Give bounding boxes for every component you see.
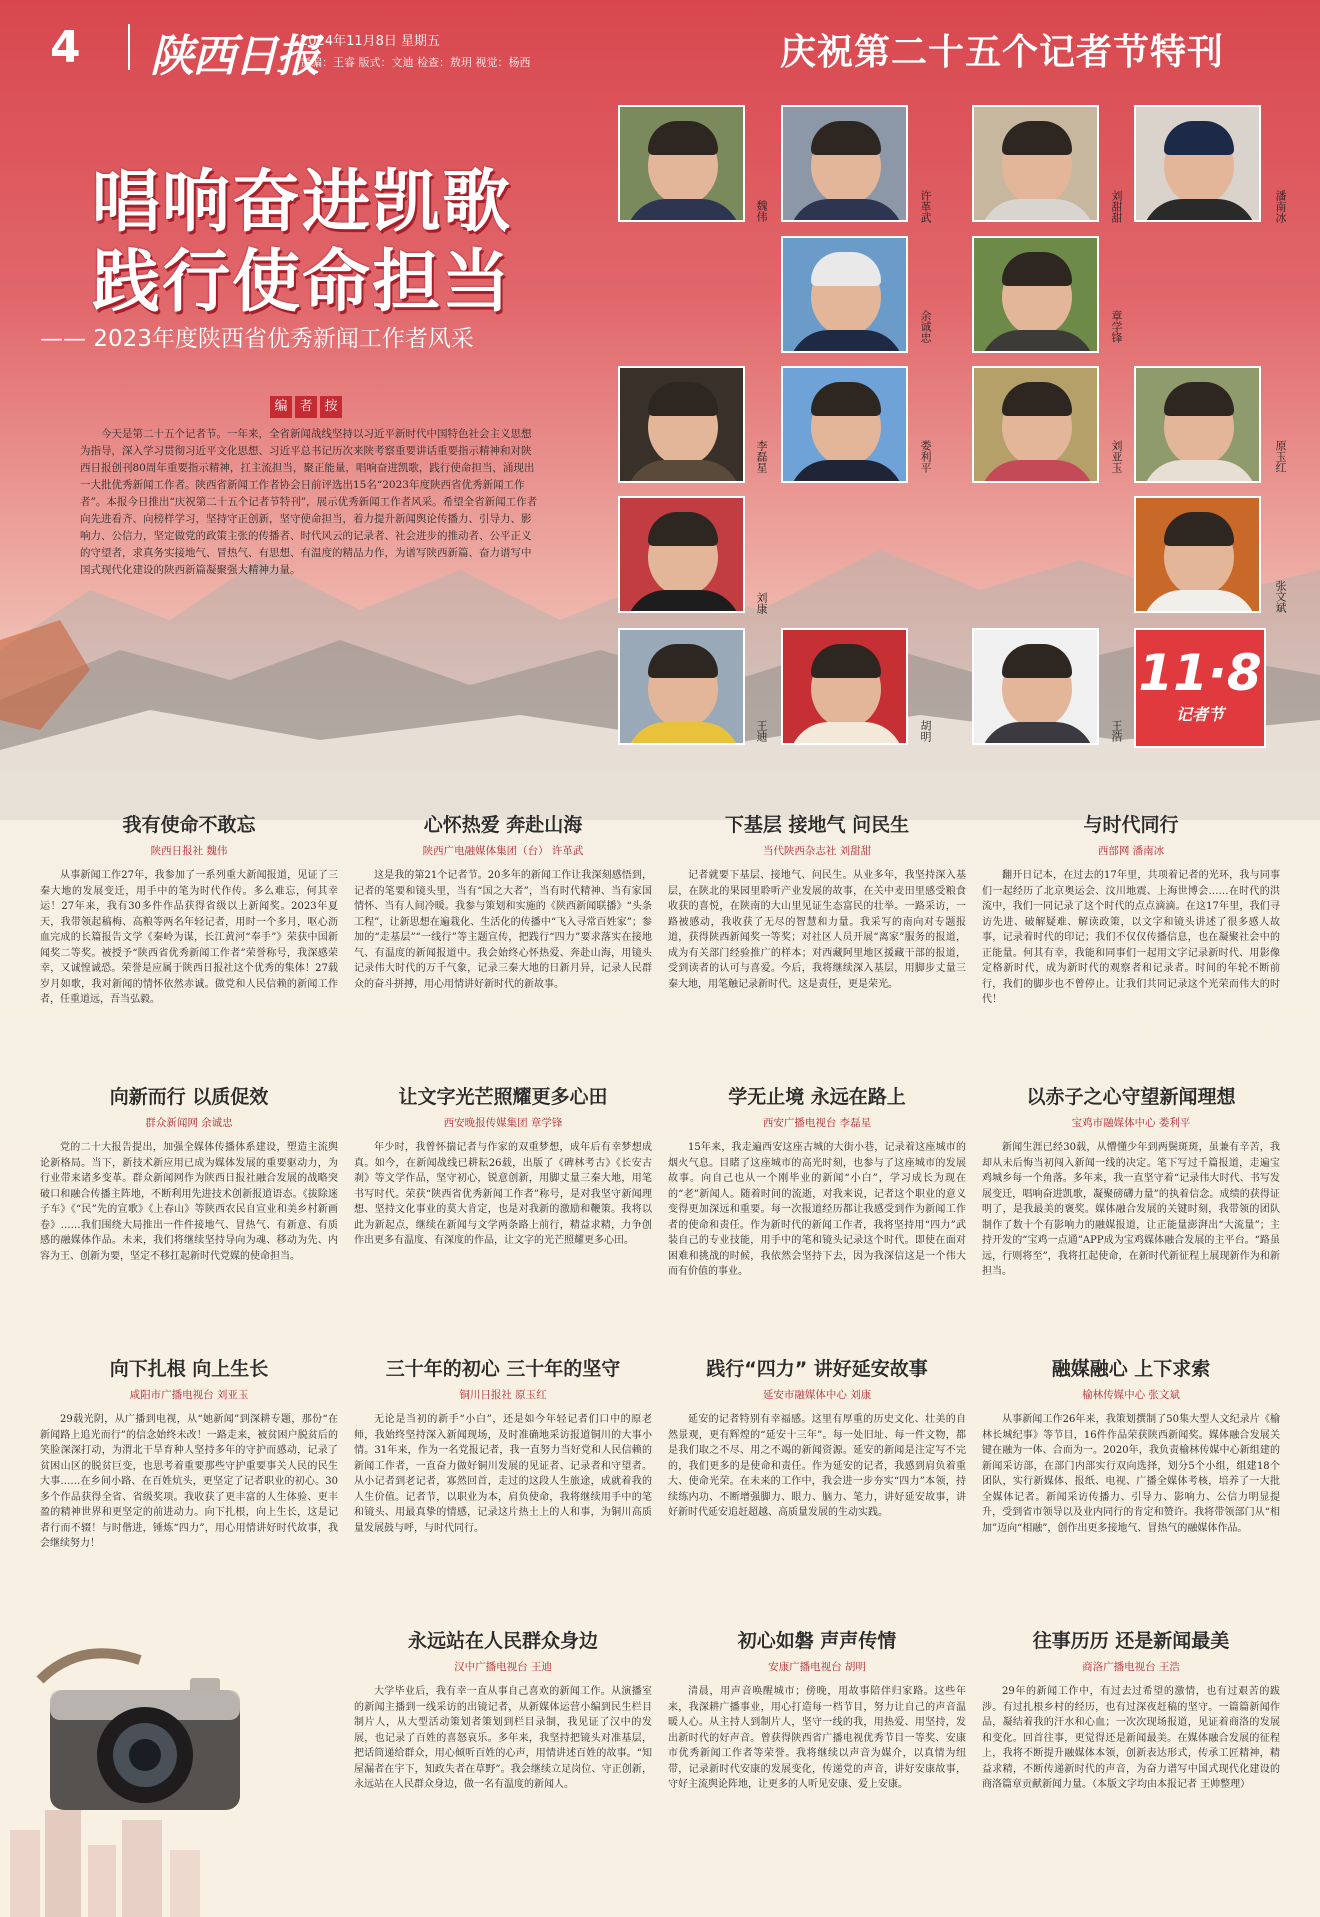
article-title: 往事历历 还是新闻最美 (1032, 1630, 1230, 1652)
article (982, 1082, 1280, 1280)
page-header (0, 0, 1320, 92)
portrait-photo (972, 105, 1099, 222)
article-body: 年少时，我曾怀揣记者与作家的双重梦想，成年后有幸梦想成真。如今，在新闻战线已耕耘26载，出版了《碑林考古》《长安古刹》等文学作品，坚守初心，锐意创新，用脚丈量三秦大地，用笔书写时代。荣获“陕西省优秀新闻工作者”称号，是对我坚守新闻理想、坚持文化事业的莫大肯定，也是对我新的激励和鞭策。我将以此为新起点，继续在新闻与文学两条路上前行，精益求精，力争创作出更多有温度、有深度的作品，让文字的光芒照耀更多心田。 (354, 1142, 652, 1246)
article (40, 1354, 338, 1552)
article-title: 融媒融心 上下求索 (1051, 1358, 1211, 1380)
article-byline: 西部网 潘南冰 (1097, 845, 1165, 857)
article-body: 记者就要下基层、接地气、问民生。从业多年，我坚持深入基层，在陕北的果园里聆听产业发展的故事，在关中麦田里感受粮食收获的喜悦，在陕南的大山里见证生态富民的壮举。一路采访，一路被感动，我收获了无尽的智慧和力量。我采写的南向对专题报道，获得陕西新闻奖一等奖；对社区人员开展“离家”服务的报道，成为有关部门经验推广的样本；对西藏阿里地区援藏干部的报道，受到读者的认可与喜爱。今后，我将继续深入基层，用脚步丈量三秦大地，用笔触记录新时代。这是责任，更是荣光。 (668, 870, 966, 990)
journalist-day-badge (1134, 628, 1266, 748)
special-issue-title: 庆祝第二十五个记者节特刊 (780, 32, 1225, 73)
badge-number: 11·8 (1138, 644, 1262, 702)
portrait-photo (781, 366, 908, 483)
article (982, 810, 1280, 1008)
editor-credits: 责编：王睿 版式：文迪 检查：敖玥 视觉：杨西 (300, 56, 531, 69)
article-byline: 咸阳市广播电视台 刘亚玉 (129, 1389, 249, 1401)
article-body: 无论是当初的新手“小白”，还是如今年轻记者们口中的原老师，我始终坚持深入新闻现场，及时准确地采访报道铜川的大事小情。31年来，作为一名党报记者，我一直努力当好党和人民信赖的新闻工作者，一直奋力做好铜川发展的见证者、记录者和守望者。从小记者到老记者，寡然回首，走过的这段人生旅途，成就着我的人生价值。记者节，以职业为本，肩负使命，我将继续用手中的笔和镜头、用最真挚的情感，记录这片热土上的人和事，为铜川高质量发展鼓与呼，与时代同行。 (354, 1414, 652, 1534)
article-byline: 汉中广播电视台 王迪 (454, 1661, 552, 1673)
editor-note-label (270, 395, 345, 418)
portrait-name: 王浩 (1110, 720, 1123, 742)
article (40, 1082, 338, 1264)
article-byline: 西安广播电视台 李磊星 (762, 1117, 872, 1129)
article-title: 心怀热爱 奔赴山海 (423, 814, 583, 836)
article-byline: 安康广播电视台 胡明 (768, 1661, 866, 1673)
article-byline: 陕西广电融媒体集团（台） 许革武 (422, 845, 584, 857)
article-title: 永远站在人民群众身边 (407, 1630, 598, 1652)
article-body: 这是我的第21个记者节。20多年的新闻工作让我深刻感悟到，记者的笔要和镜头里，当有“国之大者”，当有时代精神、当有家国情怀、当有人间冷暖。我参与策划和实施的《陕西新闻联播》“头条工程”，让新思想在遍栽化、生活化的传播中“飞入寻常百姓家”；参加的“走基层”“一线行”等主题宣传，把践行“四力”要求落实在接地气、有温度的新闻报道中。我会始终心怀热爱、奔赴山海，用镜头记录伟大时代的万千气象，记录三秦大地的日新月异，记录人民群众的奋斗拼搏，用心用情讲好新时代的新故事。 (354, 870, 652, 990)
article-title: 我有使命不敢忘 (122, 814, 256, 836)
portrait-name: 刘康 (755, 592, 768, 614)
note-char: 编 (270, 396, 292, 418)
article-body: 15年来，我走遍西安这座古城的大街小巷，记录着这座城市的烟火气息。目睹了这座城市的高光时刻，也参与了这座城市的发展故事。向自己也从一个刚毕业的新闻“小白”，学习成长为现在的“老”新闻人。随着时间的流逝，对我来说，记者这个职业的意义变得更加深远和重要。每一次报道经历都让我感受到作为新闻工作者的使命和责任。作为新时代的新闻工作者，我将坚持用“四力”武装自己的专业技能，用手中的笔和镜头记录这个时代。即使在面对困难和挑战的时候，我依然会坚持下去，因为我深信这是一个伟大而有价值的事业。 (668, 1142, 966, 1277)
article-byline: 当代陕西杂志社 刘甜甜 (762, 845, 872, 857)
badge-label: 记者节 (1175, 705, 1224, 724)
article (40, 810, 338, 1008)
article-body: 清晨，用声音唤醒城市；傍晚，用故事陪伴归家路。这些年来，我深耕广播事业，用心打造每一档节目，努力让自己的声音温暖人心。从主持人到制片人，坚守一线的我，用热爱、用坚持，发出新时代的好声音。曾获得陕西省广播电视优秀节目一等奖、安康市优秀新闻工作者等荣誉。我将继续以声音为媒介，以真情为纽带，记录新时代安康的发展变化，传递党的声音，讲好安康故事，守好主流舆论阵地，让更多的人听见安康、爱上安康。 (668, 1686, 966, 1790)
portrait-name: 李磊星 (755, 440, 768, 473)
issue-date: 2024年11月8日 星期五 (300, 34, 441, 49)
article-title: 以赤子之心守望新闻理想 (1026, 1086, 1236, 1108)
portrait-name: 魏伟 (755, 200, 768, 222)
article-byline: 铜川日报社 原玉红 (459, 1389, 547, 1401)
article-title: 下基层 接地气 问民生 (724, 814, 910, 836)
article-title: 与时代同行 (1083, 814, 1179, 836)
article-title: 向下扎根 向上生长 (109, 1358, 269, 1380)
article-body: 党的二十大报告提出，加强全媒体传播体系建设，塑造主流舆论新格局。当下，新技术新应用已成为媒体发展的重要驱动力，为行业带来诸多变革。群众新闻网作为陕西日报社融合发展的战略突破口和融合传播主阵地，不断利用先进技术创新报道语态。《拔除迷子车》《“民”先的宣歌》《上春山》等陕西农民自宣业和美乡村新画卷》……我们围绕大局推出一件件接地气、冒热气、有新意、有质感的融媒体作品。未来，我们将继续坚持导向为魂、移动为先、内容为王、创新为要，坚定不移扛起新时代党媒的使命担当。 (40, 1142, 338, 1262)
portrait-name: 张文斌 (1274, 580, 1287, 613)
article-title: 三十年的初心 三十年的坚守 (385, 1358, 621, 1380)
headline-line-2: 践行使命担当 (92, 243, 513, 322)
portrait-name: 王迪 (755, 720, 768, 742)
header-divider (128, 24, 130, 70)
article (982, 1354, 1280, 1536)
cityscape-illustration (0, 1790, 380, 1917)
article (668, 1082, 966, 1280)
portrait-photo (781, 628, 908, 745)
article (668, 1626, 966, 1793)
article-byline: 宝鸡市融媒体中心 娄利平 (1071, 1117, 1191, 1129)
article (354, 1354, 652, 1536)
article-body: 29年的新闻工作中，有过去过希望的激情，也有过艰苦的跋涉。有过扎根乡村的经历，也有过深夜赶稿的坚守。一篇篇新闻作品，凝结着我的汗水和心血；一次次现场报道，见证着商洛的发展和变化。回首往事，更觉得还是新闻最美。在媒体融合发展的征程上，我将不断提升融媒体本领，创新表达形式，传承工匠精神，精益求精，不断传递新时代的声音，为奋力谱写中国式现代化建设的商洛篇章贡献新闻力量。（本版文字均由本报记者 王帅整理） (982, 1686, 1280, 1790)
article (354, 1082, 652, 1249)
headline-subtitle: —— 2023年度陕西省优秀新闻工作者风采 (40, 326, 474, 352)
portrait-photo (972, 366, 1099, 483)
article (354, 810, 652, 992)
article-body: 从事新闻工作27年，我参加了一系列重大新闻报道，见证了三秦大地的发展变迁，用手中的笔为时代作传。多么难忘，何其幸运！27年来，我有30多件作品获得省级以上新闻奖。2023年夏天，我带领起稿梅、高粮等两名年轻记者，用时一个多月，呕心沥血完成的长篇报告文学《秦岭为谋，长江黄河“奉手”》荣获中国新闻奖二等奖。被授予“陕西省优秀新闻工作者”荣誉称号，我深感荣幸，又诚惶诚恐。荣誉是应属于陕西日报社这个优秀的集体！27载岁月如歌，我对新闻的情怀依然赤诚。做党和人民信赖的新闻工作者，任重道远，吾当弘毅。 (40, 870, 338, 1005)
article-byline: 延安市融媒体中心 刘康 (762, 1389, 872, 1401)
article-title: 向新而行 以质促效 (109, 1086, 269, 1108)
portrait-photo (618, 628, 745, 745)
article (668, 810, 966, 992)
portrait-photo (781, 236, 908, 353)
article (668, 1354, 966, 1521)
page-number: 4 (50, 22, 81, 73)
newspaper-logo: 陕西日报 (150, 31, 318, 82)
note-char: 者 (295, 396, 317, 418)
portrait-name: 余诚忠 (919, 310, 932, 343)
portrait-photo (972, 236, 1099, 353)
article-byline: 群众新闻网 余诚忠 (145, 1117, 233, 1129)
article-body: 翻开日记本，在过去的17年里，共项着记者的光环，我与同事们一起经历了北京奥运会、汶川地震、上海世博会……在时代的洪流中，我们一同记录了这个时代的点点滴滴。在这17年里，我们寻访先进、破解疑难、解读政策，以文字和镜头讲述了很多感人故事，记录着时代的印记；我们不仅仅传播信息，也在凝聚社会中的正能量。何其有幸，我能和同事们一起用文字记录新时代、用影像定格新时代，成为新时代的观察者和记录者。时间的年轮不断前行，我们的脚步也不曾停止。让我们共同记录这个光荣而伟大的时代！ (982, 870, 1280, 1005)
article-body: 新闻生涯已经30载，从懵懂少年到两鬓斑斑，虽兼有辛苦，我却从未后悔当初闯入新闻一线的决定。笔下写过千篇报道，走遍宝鸡城乡每一个角落。多年来，我一直坚守着“记录伟大时代、书写发展变迁，唱响奋进凯歌，凝聚磅礴力量”的执着信念。成绩的获得证明了，是我最美的褒奖。媒体融合发展的关键时刻，我带领的团队制作了数十个有影响力的融媒报道，让正能量澎湃出“大流量”；主持开发的“宝鸡一点通”APP成为宝鸡媒体融合发展的主平台。“路虽远，行则将至”，我将扛起使命，在新时代新征程上展现新作为和新担当。 (982, 1142, 1280, 1277)
note-char: 按 (320, 396, 342, 418)
article-byline: 榆林传媒中心 张文斌 (1082, 1389, 1180, 1401)
portrait-name: 刘亚玉 (1110, 440, 1123, 473)
portrait-photo (972, 628, 1099, 745)
article-byline: 西安晚报传媒集团 章学锋 (443, 1117, 563, 1129)
article (354, 1626, 652, 1793)
article-title: 初心如磐 声声传情 (737, 1630, 897, 1652)
portrait-photo (1134, 105, 1261, 222)
article-body: 延安的记者特别有幸福感。这里有厚重的历史文化、壮美的自然景观，更有辉煌的“延安十三年”。每一处旧址、每一件文物，都是我们取之不尽、用之不竭的新闻资源。延安的新闻是注定写不完的，我们更多的是使命和责任。作为延安的记者，我感到肩负着重大、使命光荣。在未来的工作中，我会进一步夯实“四力”本领，持续练内功、不断增强脚力、眼力、脑力、笔力，讲好延安故事，讲好新时代延安追赶超越、高质量发展的生动实践。 (668, 1414, 966, 1518)
portrait-photo (618, 496, 745, 613)
article-title: 学无止境 永远在路上 (728, 1086, 906, 1108)
article-byline: 陕西日报社 魏伟 (150, 845, 228, 857)
article-body: 从事新闻工作26年来，我策划撰制了50集大型人文纪录片《榆林长城纪事》等节目，16件作品荣获陕西新闻奖。媒体融合发展关键在融为一体、合而为一。2020年，我负责榆林传媒中心新组建的新闻采访部，在部门内部实行双向选择，划分5个小组，组建18个团队，实行新媒体、报纸、电视、广播全媒体考核，培养了一大批全媒体记者。新闻采访传播力、引导力、影响力、公信力明显提升，受到省市领导以及业内同行的肯定和赞许。我将带领部门从“相加”迈向“相融”，创作出更多接地气、冒热气的融媒体作品。 (982, 1414, 1280, 1534)
portrait-name: 原玉红 (1274, 440, 1287, 473)
portrait-photo (618, 366, 745, 483)
portrait-name: 娄利平 (919, 440, 932, 473)
headline-line-1: 唱响奋进凯歌 (92, 163, 513, 242)
portrait-photo (1134, 366, 1261, 483)
portrait-name: 胡明 (919, 720, 932, 742)
portrait-photo (781, 105, 908, 222)
article-title: 让文字光芒照耀更多心田 (398, 1086, 608, 1108)
portrait-name: 潘南冰 (1274, 190, 1287, 223)
editor-note-text: 今天是第二十五个记者节。一年来，全省新闻战线坚持以习近平新时代中国特色社会主义思想为指导，深入学习贯彻习近平文化思想、习近平总书记历次来陕考察重要讲话重要指示精神和对陕西日报创刊80周年重要指示精神，扛主流担当，聚正能量，唱响奋进凯歌，践行使命担当，涌现出一大批优秀新闻工作者。陕西省新闻工作者协会日前评选出15名“2023年度陕西省优秀新闻工作者”。本报今日推出“庆祝第二十五个记者节特刊”，展示优秀新闻工作者风采。希望全省新闻工作者向先进看齐、向榜样学习，坚持守正创新，坚守使命担当，着力提升新闻舆论传播力、引导力、影响力、公信力，坚定做党的政策主张的传播者、时代风云的记录者、社会进步的推动者、公平正义的守望者，求真务实接地气、冒热气、有思想、有温度的精品力作，为谱写陕西新篇、奋力谱写中国式现代化建设的陕西新篇凝聚强大精神力量。 (80, 428, 538, 576)
portrait-name: 许革武 (919, 190, 932, 223)
portrait-name: 章学锋 (1110, 310, 1123, 343)
portrait-photo (1134, 496, 1261, 613)
article (982, 1626, 1280, 1793)
article-body: 大学毕业后，我有幸一直从事自己喜欢的新闻工作。从演播室的新闻主播到一线采访的出镜记者，从新媒体运营小编到民生栏目制片人，从大型活动策划者策划到栏目录制，我见证了汉中的发展，也记录了百姓的喜怒哀乐。多年来，我坚持把镜头对准基层，把话筒递给群众，用心倾听百姓的心声，用情讲述百姓的故事。“知屋漏者在宇下，知政失者在草野”。我会继续立足岗位、守正创新，永远站在人民群众身边，做一名有温度的新闻人。 (354, 1686, 652, 1790)
portrait-photo (618, 105, 745, 222)
article-title: 践行“四力” 讲好延安故事 (706, 1358, 928, 1380)
article-byline: 商洛广播电视台 王浩 (1082, 1661, 1180, 1673)
article-body: 29载光阴，从广播到电视，从“她新闻”到深耕专题，那份“在新闻路上追光而行”的信念始终未改！一路走来，被贫困户脱贫后的笑脸深深打动，为渭北干旱育种人坚持多年的守护而感动，记录了贫困山区的脱贫巨变，也思考着重要那些守护重要事关人民的民生大事……在乡间小路、在百姓炕头，更坚定了记者职业的初心。30多个作品获得全省、省级奖项。我收获了更丰富的人生体验、更丰盈的精神世界和更坚定的前进动力。向下扎根，向上生长，这是记者行而不辍！与时偕进，锤炼“四力”，用心用情讲好时代故事，我会继续努力！ (40, 1414, 338, 1549)
portrait-name: 刘甜甜 (1110, 190, 1123, 223)
